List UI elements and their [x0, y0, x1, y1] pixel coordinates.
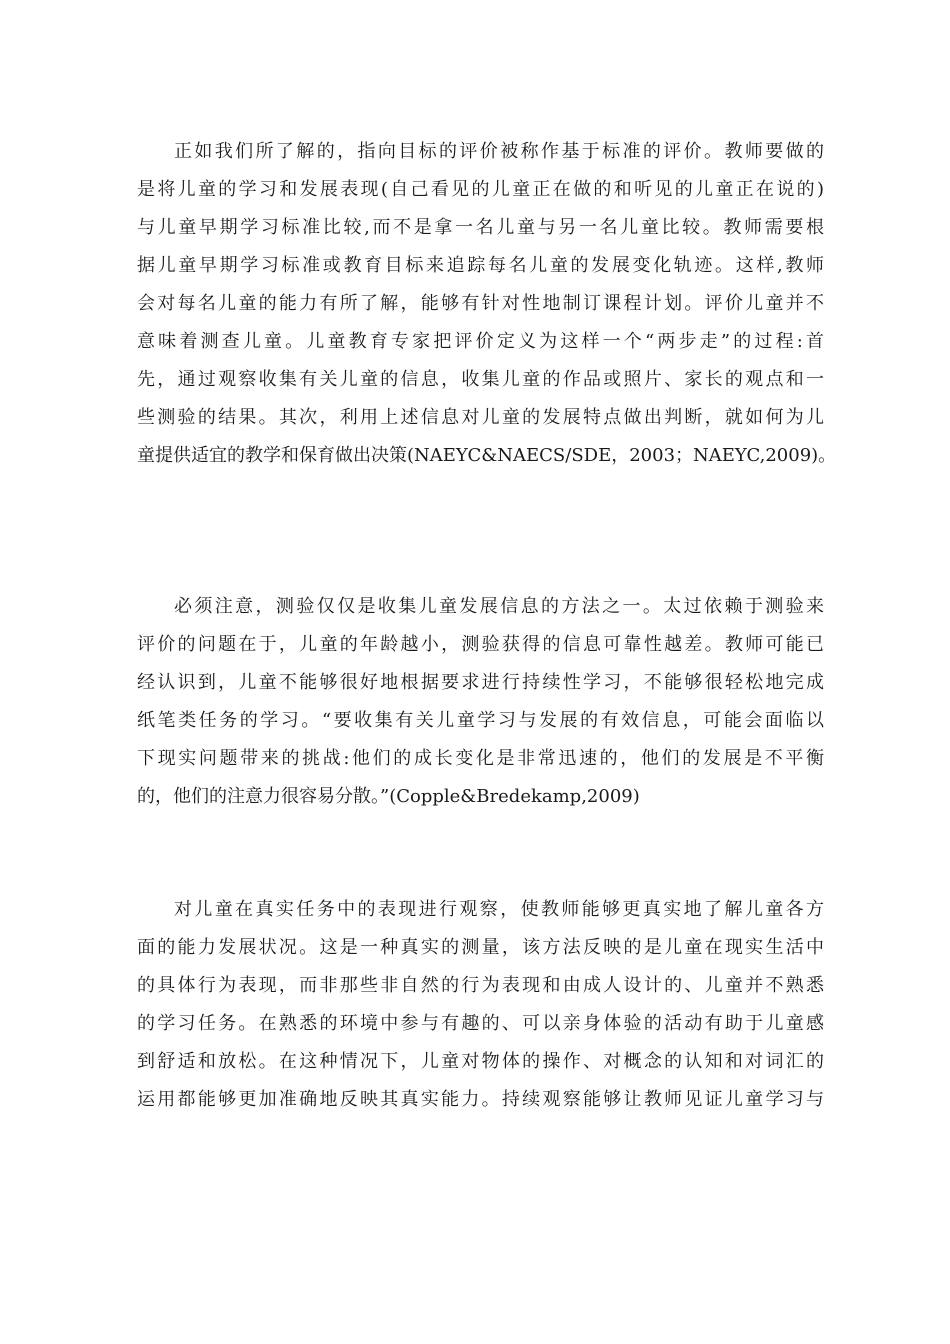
- text-line: 些测验的结果。其次，利用上述信息对儿童的发展特点做出判断，就如何为儿: [137, 407, 824, 428]
- text-line: 是将儿童的学习和发展表现(自己看见的儿童正在做的和听见的儿童正在说的): [137, 179, 824, 200]
- text-line: 面的能力发展状况。这是一种真实的测量，该方法反映的是儿童在现实生活中: [137, 937, 824, 958]
- text-line: 的学习任务。在熟悉的环境中参与有趣的、可以亲身体验的活动有助于儿童感: [137, 1013, 824, 1034]
- text-line: 下现实问题带来的挑战:他们的成长变化是非常迅速的，他们的发展是不平衡: [137, 748, 824, 769]
- text-line: 的具体行为表现，而非那些非自然的行为表现和由成人设计的、儿童并不熟悉: [137, 975, 824, 996]
- text-line: 到舒适和放松。在这种情况下，儿童对物体的操作、对概念的认知和对词汇的: [137, 1051, 824, 1072]
- text-line: 童提供适宜的教学和保育做出决策(NAEYC&NAECS/SDE，2003；NAEYC,2009)。: [137, 445, 837, 466]
- text-line: 必须注意，测验仅仅是收集儿童发展信息的方法之一。太过依赖于测验来: [174, 596, 824, 617]
- text-line: 的，他们的注意力很容易分散。”(Copple&Bredekamp,2009): [137, 786, 640, 807]
- text-line: 会对每名儿童的能力有所了解，能够有针对性地制订课程计划。评价儿童并不: [137, 293, 824, 314]
- text-line: 与儿童早期学习标准比较,而不是拿一名儿童与另一名儿童比较。教师需要根: [137, 217, 824, 238]
- text-line: 纸笔类任务的学习。“要收集有关儿童学习与发展的有效信息，可能会面临以: [137, 710, 824, 731]
- text-line: 经认识到，儿童不能够很好地根据要求进行持续性学习，不能够很轻松地完成: [137, 672, 824, 693]
- text-line: 正如我们所了解的，指向目标的评价被称作基于标准的评价。教师要做的: [174, 141, 824, 162]
- text-line: 运用都能够更加准确地反映其真实能力。持续观察能够让教师见证儿童学习与: [137, 1089, 824, 1110]
- text-line: 先，通过观察收集有关儿童的信息，收集儿童的作品或照片、家长的观点和一: [137, 369, 824, 390]
- text-line: 对儿童在真实任务中的表现进行观察，使教师能够更真实地了解儿童各方: [174, 899, 824, 920]
- text-line: 意味着测查儿童。儿童教育专家把评价定义为这样一个“两步走”的过程:首: [137, 331, 824, 352]
- text-line: 据儿童早期学习标准或教育目标来追踪每名儿童的发展变化轨迹。这样,教师: [137, 255, 824, 276]
- text-line: 评价的问题在于，儿童的年龄越小，测验获得的信息可靠性越差。教师可能已: [137, 634, 824, 655]
